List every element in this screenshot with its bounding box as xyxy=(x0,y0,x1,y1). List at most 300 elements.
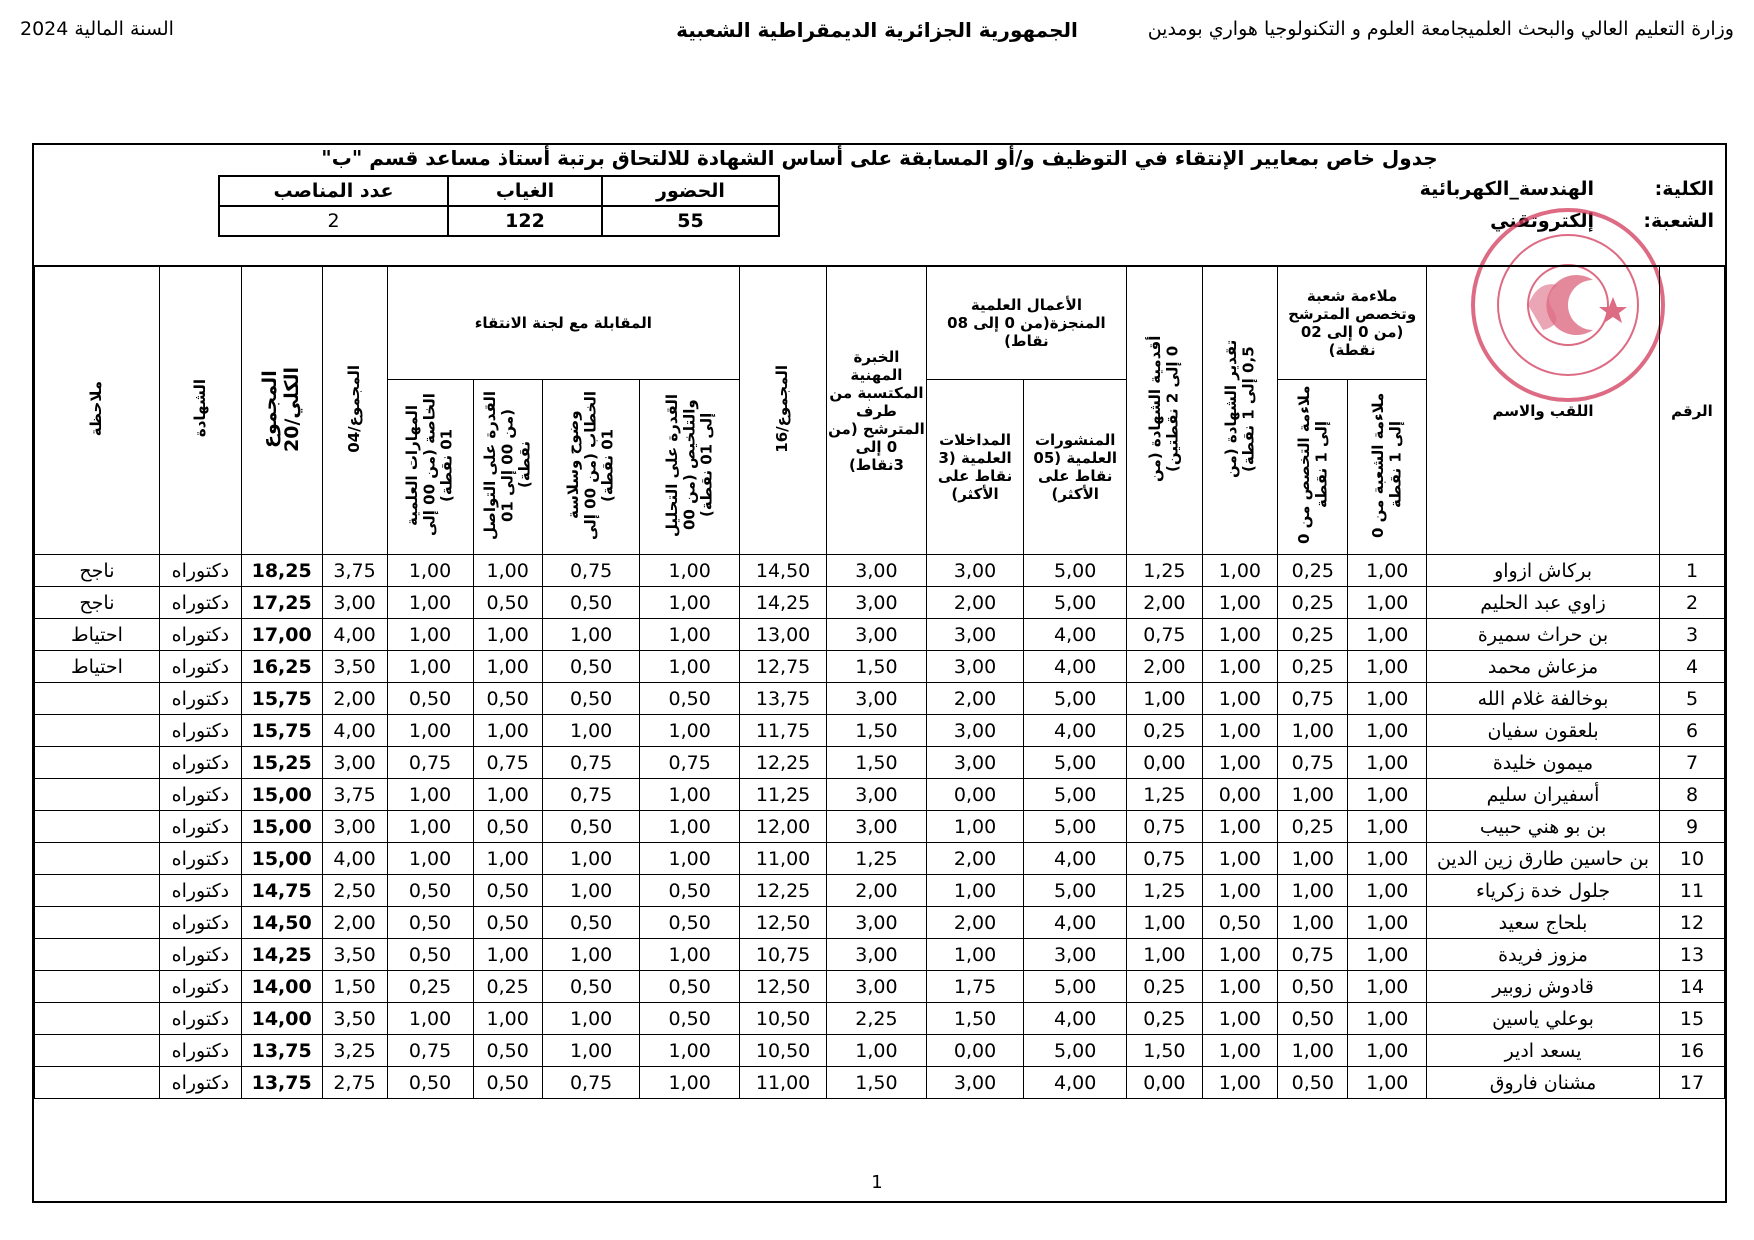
table-cell: 1,25 xyxy=(1127,875,1203,907)
table-cell: دكتوراه xyxy=(159,1035,241,1067)
table-cell: مزوز فريدة xyxy=(1427,939,1660,971)
table-cell: 4,00 xyxy=(1024,715,1127,747)
col-fit-branch: ملاءمة الشعبة من 0 إلى 1 نقطة xyxy=(1348,380,1427,555)
table-cell: 15,75 xyxy=(241,715,322,747)
table-cell: 1,00 xyxy=(387,555,473,587)
table-cell: 1,00 xyxy=(1348,875,1427,907)
table-cell: 3,00 xyxy=(926,651,1024,683)
table-cell: دكتوراه xyxy=(159,779,241,811)
col-sum04: المجموع/04 xyxy=(322,267,387,555)
table-cell: 1,50 xyxy=(926,1003,1024,1035)
fiscal-year: السنة المالية 2024 xyxy=(20,18,174,40)
table-cell: بوعلي ياسين xyxy=(1427,1003,1660,1035)
table-cell: 0,00 xyxy=(1127,1067,1203,1099)
table-cell: دكتوراه xyxy=(159,875,241,907)
table-cell: يسعد ادير xyxy=(1427,1035,1660,1067)
table-cell: 3,75 xyxy=(322,779,387,811)
table-row xyxy=(35,587,1725,619)
table-cell: دكتوراه xyxy=(159,619,241,651)
table-cell: بوخالفة غلام الله xyxy=(1427,683,1660,715)
table-cell: 1,00 xyxy=(640,587,740,619)
table-cell: 1,00 xyxy=(1202,587,1278,619)
table-cell: 0,25 xyxy=(1127,715,1203,747)
table-cell: 0,75 xyxy=(542,1067,640,1099)
table-cell: قادوش زوبير xyxy=(1427,971,1660,1003)
table-cell: 0,75 xyxy=(542,779,640,811)
count-header-positions: عدد المناصب xyxy=(219,176,448,206)
table-cell: 1,00 xyxy=(640,811,740,843)
col-interview-group: المقابلة مع لجنة الانتقاء xyxy=(387,267,739,380)
table-row xyxy=(35,651,1725,683)
col-fit-spec: ملاءمة التخصص من 0 إلى 1 نقطة xyxy=(1278,380,1348,555)
table-cell: ناجح xyxy=(35,555,160,587)
table-cell: 0,75 xyxy=(1127,843,1203,875)
table-cell: 1,00 xyxy=(1202,683,1278,715)
table-cell: 1,00 xyxy=(473,939,542,971)
table-cell: 1,00 xyxy=(640,715,740,747)
table-cell: 1,00 xyxy=(1348,971,1427,1003)
table-cell: دكتوراه xyxy=(159,843,241,875)
table-cell: 1,00 xyxy=(1202,1035,1278,1067)
table-cell: 0,50 xyxy=(387,939,473,971)
table-cell: 1,50 xyxy=(1127,1035,1203,1067)
col-sum16: المجموع/16 xyxy=(740,267,827,555)
table-cell: دكتوراه xyxy=(159,907,241,939)
table-cell: 1,00 xyxy=(1202,971,1278,1003)
table-cell: 0,50 xyxy=(542,907,640,939)
table-cell: 0,75 xyxy=(542,747,640,779)
col-experience: الخبرة المهنية المكتسبة من طرف المترشح (من 0 إلى 3نقاط) xyxy=(827,267,927,555)
table-row xyxy=(35,971,1725,1003)
table-cell: 3 xyxy=(1659,619,1724,651)
table-cell: 1,50 xyxy=(827,1067,927,1099)
table-cell: 1,00 xyxy=(1202,811,1278,843)
col-communication: القدرة على التواصل (من 00 إلى 01 نقطة) xyxy=(473,380,542,555)
count-header-attendance: الحضور xyxy=(602,176,779,206)
page-number: 1 xyxy=(871,1172,883,1193)
table-cell: 0,75 xyxy=(640,747,740,779)
table-cell: 3,00 xyxy=(827,587,927,619)
table-cell: 5,00 xyxy=(1024,587,1127,619)
table-cell xyxy=(35,779,160,811)
table-cell: 1,00 xyxy=(1202,1003,1278,1035)
table-cell: 0,25 xyxy=(473,971,542,1003)
table-cell: 1,00 xyxy=(387,651,473,683)
table-cell: 0,75 xyxy=(387,1035,473,1067)
page-title: جدول خاص بمعايير الإنتقاء في التوظيف و/أو المسابقة على أساس الشهادة للالتحاق برتبة أستاذ مساعد قسم "ب" xyxy=(321,146,1438,170)
table-cell: 3,75 xyxy=(322,555,387,587)
table-cell: 0,00 xyxy=(1202,779,1278,811)
table-cell: 1,00 xyxy=(1348,715,1427,747)
table-cell: 0,75 xyxy=(1127,619,1203,651)
table-cell: 12,50 xyxy=(740,907,827,939)
table-cell xyxy=(35,683,160,715)
table-cell: 1,00 xyxy=(1348,587,1427,619)
table-cell: 0,75 xyxy=(1127,811,1203,843)
table-cell: بلحاج سعيد xyxy=(1427,907,1660,939)
table-cell: 11,75 xyxy=(740,715,827,747)
table-row xyxy=(35,843,1725,875)
table-cell: 15,75 xyxy=(241,683,322,715)
table-cell: 1,00 xyxy=(926,875,1024,907)
table-cell: 9 xyxy=(1659,811,1724,843)
table-cell: 0,50 xyxy=(473,907,542,939)
table-cell xyxy=(35,715,160,747)
table-cell: 12,75 xyxy=(740,651,827,683)
table-cell: 3,50 xyxy=(322,1003,387,1035)
table-cell: 1,00 xyxy=(1348,747,1427,779)
table-cell: 1,00 xyxy=(387,779,473,811)
table-cell: 0,50 xyxy=(473,1035,542,1067)
table-cell: 10,50 xyxy=(740,1003,827,1035)
table-cell: 1,00 xyxy=(387,1003,473,1035)
table-cell: 0,50 xyxy=(640,1003,740,1035)
table-cell: 1,50 xyxy=(827,651,927,683)
col-analysis: القدرة على التحليل والتلخيص (من 00 إلى 01 نقطة) xyxy=(640,380,740,555)
table-cell: 3,00 xyxy=(322,587,387,619)
table-cell: 0,50 xyxy=(542,811,640,843)
table-cell: 12 xyxy=(1659,907,1724,939)
table-cell: 3,00 xyxy=(827,971,927,1003)
table-cell: 5,00 xyxy=(1024,1035,1127,1067)
table-cell: 1,00 xyxy=(1127,907,1203,939)
table-cell: 1,00 xyxy=(1348,779,1427,811)
table-cell: 1,00 xyxy=(473,1003,542,1035)
table-cell: 3,00 xyxy=(827,811,927,843)
table-cell: أسفيران سليم xyxy=(1427,779,1660,811)
republic-header: الجمهورية الجزائرية الديمقراطية الشعبية xyxy=(676,18,1078,42)
table-cell: 1,00 xyxy=(387,715,473,747)
table-cell: 1,00 xyxy=(542,1003,640,1035)
table-cell: 3,00 xyxy=(926,555,1024,587)
table-cell: 1,00 xyxy=(1348,1035,1427,1067)
table-cell: 4,00 xyxy=(1024,907,1127,939)
table-cell: 1,00 xyxy=(1202,651,1278,683)
table-cell: 4 xyxy=(1659,651,1724,683)
table-cell: 5,00 xyxy=(1024,811,1127,843)
table-cell: 5 xyxy=(1659,683,1724,715)
table-cell: 0,50 xyxy=(640,971,740,1003)
table-cell: مشنان فاروق xyxy=(1427,1067,1660,1099)
table-cell: 0,50 xyxy=(1202,907,1278,939)
table-cell: 4,00 xyxy=(1024,1067,1127,1099)
table-cell: 11,00 xyxy=(740,843,827,875)
table-cell: 1,00 xyxy=(1348,1003,1427,1035)
col-name: اللقب والاسم xyxy=(1427,267,1660,555)
table-cell: 1,25 xyxy=(1127,555,1203,587)
table-cell: جلول خدة زكرياء xyxy=(1427,875,1660,907)
table-cell: 2,00 xyxy=(827,875,927,907)
table-cell: 2,00 xyxy=(1127,587,1203,619)
table-cell: 3,00 xyxy=(827,907,927,939)
table-cell: 1,00 xyxy=(387,811,473,843)
col-skills: المهارات العلمية الخاصة (من 00 إلى 01 نقطة) xyxy=(387,380,473,555)
table-cell: 14,25 xyxy=(241,939,322,971)
table-row xyxy=(35,683,1725,715)
table-cell: 10,75 xyxy=(740,939,827,971)
table-cell: 0,50 xyxy=(473,683,542,715)
table-cell: 17 xyxy=(1659,1067,1724,1099)
table-cell: دكتوراه xyxy=(159,587,241,619)
table-cell: 15,00 xyxy=(241,811,322,843)
table-cell: 1,00 xyxy=(1348,555,1427,587)
table-cell: 1,00 xyxy=(1127,939,1203,971)
table-cell: 3,00 xyxy=(926,715,1024,747)
count-absence: 122 xyxy=(448,206,602,236)
table-cell: 14,75 xyxy=(241,875,322,907)
table-cell: 15,25 xyxy=(241,747,322,779)
table-cell: 14,50 xyxy=(740,555,827,587)
table-cell: 0,50 xyxy=(1278,1003,1348,1035)
table-cell: 2,00 xyxy=(1127,651,1203,683)
table-cell: 1,00 xyxy=(1278,715,1348,747)
table-cell: 0,00 xyxy=(926,779,1024,811)
table-cell: 1,00 xyxy=(926,939,1024,971)
table-cell: 1,00 xyxy=(640,1067,740,1099)
table-cell xyxy=(35,747,160,779)
table-cell: 0,75 xyxy=(1278,939,1348,971)
col-works-group: الأعمال العلمية المنجزة(من 0 إلى 08 نقاط) xyxy=(926,267,1126,380)
table-cell xyxy=(35,939,160,971)
table-cell: 1,25 xyxy=(1127,779,1203,811)
table-cell: 0,50 xyxy=(387,1067,473,1099)
table-cell: 3,00 xyxy=(322,747,387,779)
col-communications: المداخلات العلمية (3 نقاط على الأكثر) xyxy=(926,380,1024,555)
table-cell: 1,00 xyxy=(1278,779,1348,811)
table-cell: 4,00 xyxy=(1024,651,1127,683)
table-cell: 5,00 xyxy=(1024,971,1127,1003)
table-cell: 1,00 xyxy=(542,939,640,971)
count-attendance: 55 xyxy=(602,206,779,236)
table-cell: 1,00 xyxy=(1202,843,1278,875)
table-cell: 1,00 xyxy=(640,555,740,587)
table-cell: 0,25 xyxy=(1127,971,1203,1003)
table-cell: 1,00 xyxy=(387,619,473,651)
table-cell: 1,00 xyxy=(542,1035,640,1067)
table-cell xyxy=(35,1035,160,1067)
table-cell: 0,50 xyxy=(1278,1067,1348,1099)
table-cell: 2,75 xyxy=(322,1067,387,1099)
table-cell: 1,50 xyxy=(827,715,927,747)
table-row xyxy=(35,907,1725,939)
table-cell: بلعقون سفيان xyxy=(1427,715,1660,747)
col-total: المجموع الكلي/20 xyxy=(241,267,322,555)
table-cell xyxy=(35,1003,160,1035)
table-cell: 2,00 xyxy=(926,843,1024,875)
table-cell: 4,00 xyxy=(322,843,387,875)
table-cell: 1 xyxy=(1659,555,1724,587)
table-cell: 1,00 xyxy=(473,715,542,747)
table-row xyxy=(35,779,1725,811)
table-cell: 18,25 xyxy=(241,555,322,587)
table-cell: 1,00 xyxy=(1202,875,1278,907)
table-cell: 5,00 xyxy=(1024,555,1127,587)
table-cell: 8 xyxy=(1659,779,1724,811)
table-cell: 0,25 xyxy=(1278,651,1348,683)
table-cell: 4,00 xyxy=(322,715,387,747)
table-cell: 1,00 xyxy=(1348,619,1427,651)
table-cell xyxy=(35,1067,160,1099)
table-cell: 1,00 xyxy=(387,587,473,619)
table-cell: 1,00 xyxy=(1348,939,1427,971)
table-cell: 1,00 xyxy=(1202,619,1278,651)
table-cell: 14,00 xyxy=(241,1003,322,1035)
results-body xyxy=(35,555,1725,1099)
table-cell: 1,00 xyxy=(473,779,542,811)
table-cell: 1,00 xyxy=(640,939,740,971)
table-cell: احتياط xyxy=(35,651,160,683)
table-cell: 12,25 xyxy=(740,875,827,907)
table-cell: 1,00 xyxy=(640,1035,740,1067)
table-cell: دكتوراه xyxy=(159,939,241,971)
table-cell: 15 xyxy=(1659,1003,1724,1035)
col-certificate: الشهادة xyxy=(159,267,241,555)
table-cell: 1,00 xyxy=(473,555,542,587)
table-cell: 3,00 xyxy=(827,619,927,651)
table-cell: 11,00 xyxy=(740,1067,827,1099)
table-cell: 0,25 xyxy=(1278,587,1348,619)
table-cell: بن بو هني حبيب xyxy=(1427,811,1660,843)
table-cell: 0,75 xyxy=(1278,747,1348,779)
table-cell: 1,00 xyxy=(1348,907,1427,939)
table-cell: دكتوراه xyxy=(159,715,241,747)
table-cell: 0,50 xyxy=(542,683,640,715)
table-row xyxy=(35,1067,1725,1099)
table-cell: 1,00 xyxy=(827,1035,927,1067)
table-cell: 2,00 xyxy=(322,683,387,715)
table-row xyxy=(35,715,1725,747)
counts-table xyxy=(218,175,780,237)
table-row xyxy=(35,619,1725,651)
table-cell: 1,00 xyxy=(542,843,640,875)
table-cell: 10 xyxy=(1659,843,1724,875)
table-cell: 3,00 xyxy=(827,683,927,715)
table-cell: 5,00 xyxy=(1024,747,1127,779)
ministry-header: وزارة التعليم العالي والبحث العلميجامعة العلوم و التكنولوجيا هواري بومدين xyxy=(1147,18,1734,40)
table-cell: 15,00 xyxy=(241,843,322,875)
table-cell: 11 xyxy=(1659,875,1724,907)
table-cell: 14,25 xyxy=(740,587,827,619)
table-cell: 3,00 xyxy=(926,747,1024,779)
col-note: ملاحظة xyxy=(35,267,160,555)
table-cell: 0,50 xyxy=(542,651,640,683)
table-cell: دكتوراه xyxy=(159,747,241,779)
col-degree-grade: تقدير الشهادة (من 0,5 إلى 1 نقطة) xyxy=(1202,267,1278,555)
table-cell: 5,00 xyxy=(1024,875,1127,907)
results-table xyxy=(34,266,1725,1099)
count-positions: 2 xyxy=(219,206,448,236)
table-cell: 1,00 xyxy=(473,843,542,875)
table-cell: 14 xyxy=(1659,971,1724,1003)
table-cell: زاوي عبد الحليم xyxy=(1427,587,1660,619)
table-cell xyxy=(35,875,160,907)
table-row xyxy=(35,1035,1725,1067)
table-cell: 1,00 xyxy=(1202,555,1278,587)
table-row xyxy=(35,1003,1725,1035)
col-num: الرقم xyxy=(1659,267,1724,555)
table-cell: 12,50 xyxy=(740,971,827,1003)
table-cell: 2,00 xyxy=(926,587,1024,619)
table-cell: 1,00 xyxy=(1202,715,1278,747)
table-cell: 3,50 xyxy=(322,939,387,971)
table-cell: 3,00 xyxy=(827,555,927,587)
table-cell: 1,00 xyxy=(387,843,473,875)
table-cell: 0,50 xyxy=(542,971,640,1003)
table-cell: دكتوراه xyxy=(159,555,241,587)
table-cell xyxy=(35,811,160,843)
table-cell: بركاش ازواو xyxy=(1427,555,1660,587)
table-cell: 3,00 xyxy=(926,1067,1024,1099)
table-cell: 0,50 xyxy=(640,683,740,715)
table-cell: دكتوراه xyxy=(159,1067,241,1099)
col-clarity: وضوح وسلاسة الخطاب (من 00 إلى 01 نقطة) xyxy=(542,380,640,555)
table-cell: 1,00 xyxy=(640,651,740,683)
table-cell: 0,75 xyxy=(387,747,473,779)
table-cell: 3,50 xyxy=(322,651,387,683)
table-cell: 0,50 xyxy=(473,811,542,843)
table-cell: 0,50 xyxy=(542,587,640,619)
table-cell: 0,25 xyxy=(1278,555,1348,587)
table-cell: 0,00 xyxy=(1127,747,1203,779)
table-cell: 3,00 xyxy=(926,619,1024,651)
table-cell: 4,00 xyxy=(1024,619,1127,651)
table-cell: 1,00 xyxy=(640,619,740,651)
table-cell: 0,25 xyxy=(1127,1003,1203,1035)
table-cell: 1,00 xyxy=(1348,1067,1427,1099)
table-cell: 3,00 xyxy=(1024,939,1127,971)
table-cell: 2,00 xyxy=(926,683,1024,715)
table-cell: 4,00 xyxy=(322,619,387,651)
table-cell: 5,00 xyxy=(1024,779,1127,811)
table-cell: 1,00 xyxy=(1202,939,1278,971)
table-cell: 14,00 xyxy=(241,971,322,1003)
table-cell: 1,00 xyxy=(473,651,542,683)
table-cell: ميمون خليدة xyxy=(1427,747,1660,779)
table-cell: 0,25 xyxy=(387,971,473,1003)
table-cell: 16,25 xyxy=(241,651,322,683)
table-cell: 13,75 xyxy=(740,683,827,715)
table-cell: 0,75 xyxy=(473,747,542,779)
table-cell: 0,50 xyxy=(387,683,473,715)
table-cell: 13 xyxy=(1659,939,1724,971)
table-cell: 3,25 xyxy=(322,1035,387,1067)
table-cell: دكتوراه xyxy=(159,651,241,683)
table-cell: 1,00 xyxy=(1278,907,1348,939)
table-cell: دكتوراه xyxy=(159,1003,241,1035)
table-cell: 13,75 xyxy=(241,1067,322,1099)
branch-value: إلكتروتقني xyxy=(1490,210,1594,232)
table-cell: 0,50 xyxy=(640,907,740,939)
table-cell: 0,50 xyxy=(473,1067,542,1099)
table-cell: 1,25 xyxy=(827,843,927,875)
table-cell xyxy=(35,843,160,875)
table-cell: 4,00 xyxy=(1024,1003,1127,1035)
table-cell: 0,25 xyxy=(1278,619,1348,651)
table-cell: 1,00 xyxy=(1278,875,1348,907)
table-cell: 0,50 xyxy=(473,587,542,619)
table-cell: 3,00 xyxy=(322,811,387,843)
table-cell: 0,75 xyxy=(542,555,640,587)
table-cell: 2,00 xyxy=(926,907,1024,939)
table-row xyxy=(35,939,1725,971)
table-cell: 1,00 xyxy=(542,619,640,651)
table-cell: 0,50 xyxy=(387,875,473,907)
table-cell: 1,00 xyxy=(1127,683,1203,715)
table-cell: 2 xyxy=(1659,587,1724,619)
table-cell xyxy=(35,971,160,1003)
table-cell: 1,75 xyxy=(926,971,1024,1003)
table-cell: 3,00 xyxy=(827,779,927,811)
